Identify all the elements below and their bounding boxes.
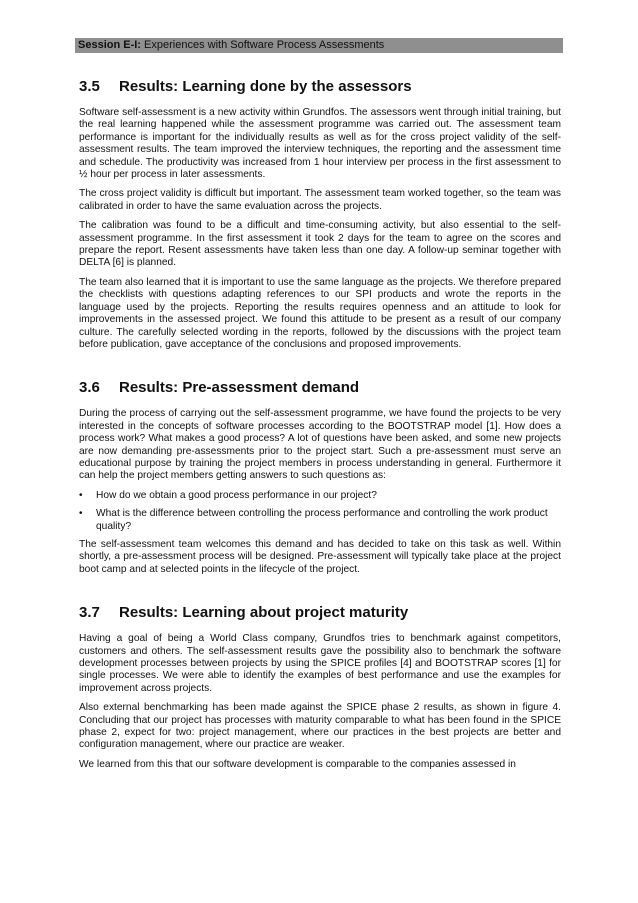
section-heading-3-6 — [79, 379, 561, 396]
section-title: Results: Learning about project maturity — [119, 604, 409, 622]
section-title: Results: Learning done by the assessors — [119, 78, 412, 95]
paragraph: The cross project validity is difficult but important. The assessment team worked together, so the team was calibrated in order to have the same evaluation across the projects. — [79, 188, 561, 212]
section-heading-3-7 — [79, 604, 561, 621]
list-item-text: How do we obtain a good process performance in our project? — [96, 489, 377, 501]
paragraph: Also external benchmarking has been made against the SPICE phase 2 results, as shown in figure 4. Concluding that our project has processes with maturity comparable to what has been found in the SPICE phase 2, expect for two: project management, where our practices in the best projects are better and configuration management, where our practice are weaker. — [79, 702, 561, 751]
paragraph: Having a goal of being a World Class company, Grundfos tries to benchmark against competitors, customers and others. The self-assessment results gave the possibility also to benchmark the software development processes between projects by using the SPICE profiles [4] and BOOTSTRAP scores [1] for single processes. We were able to identify the examples of best performance and use the examples for improvement across projects. — [79, 633, 561, 694]
page-body — [79, 78, 561, 778]
section-number: 3.7 — [79, 604, 100, 622]
paragraph: The calibration was found to be a difficult and time-consuming activity, but also essential to the self-assessment programme. In the first assessment it took 2 days for the team to agree on the scores and prepare the report. Resent assessments have taken less than one day. A follow-up seminar together with DELTA [6] is planned. — [79, 220, 561, 269]
paragraph: We learned from this that our software development is comparable to the companies assessed in — [79, 758, 516, 770]
paragraph: During the process of carrying out the self-assessment programme, we have found the projects to be very interested in the concepts of software processes according to the BOOTSTRAP model [1]. How does a process work? What makes a good process? A lot of questions have been asked, and some new projects are now demanding pre-assessments prior to the project start. Such a pre-assessment must serve an educational purpose by training the project members in process understanding in general. Furthermore it can help the project members getting answers to such questions as: — [79, 408, 561, 482]
section-title: Results: Pre-assessment demand — [119, 379, 360, 397]
paragraph: The self-assessment team welcomes this demand and has decided to take on this task as well. Within shortly, a pre-assessment process will be designed. Pre-assessment will typically take place at the project boot camp and at selected points in the lifecycle of the project. — [79, 538, 561, 575]
list-item — [79, 490, 561, 502]
section-number: 3.5 — [79, 78, 100, 95]
header-session-label: Session E-I: — [78, 39, 141, 51]
bullet-list — [79, 490, 561, 533]
paragraph: The team also learned that it is important to use the same language as the projects. We therefore prepared the checklists with questions adapting references to our SPI products and wrote the reports in the language used by the projects. Reporting the results requires openness and an attitude to look for improvements in the assessed project. We found this attitude to be present as a result of our company culture. The carefully selected wording in the reports, followed by the discussions with the project team before publication, gave acceptance of the conclusions and proposed improvements. — [79, 276, 561, 350]
bullet-icon: • — [79, 508, 83, 520]
paragraph: Software self-assessment is a new activity within Grundfos. The assessors went through initial training, but the real learning happened while the assessment programme was carried out. The assessment team performance is important for the individually results as well as for the cross project validity of the self-assessment results. The team improved the interview techniques, the reporting and the assessment time and schedule. The productivity was increased from 1 hour interview per process in the first assessment to ½ hour per process in later assessments. — [79, 107, 561, 181]
list-item-text: What is the difference between controlling the process performance and controlling the work product quality? — [96, 508, 548, 532]
section-heading-3-5 — [79, 78, 561, 95]
bullet-icon: • — [79, 489, 83, 501]
list-item — [79, 508, 561, 533]
header-title: Experiences with Software Process Assessments — [144, 39, 385, 51]
section-number: 3.6 — [79, 379, 100, 397]
running-header — [75, 38, 563, 53]
